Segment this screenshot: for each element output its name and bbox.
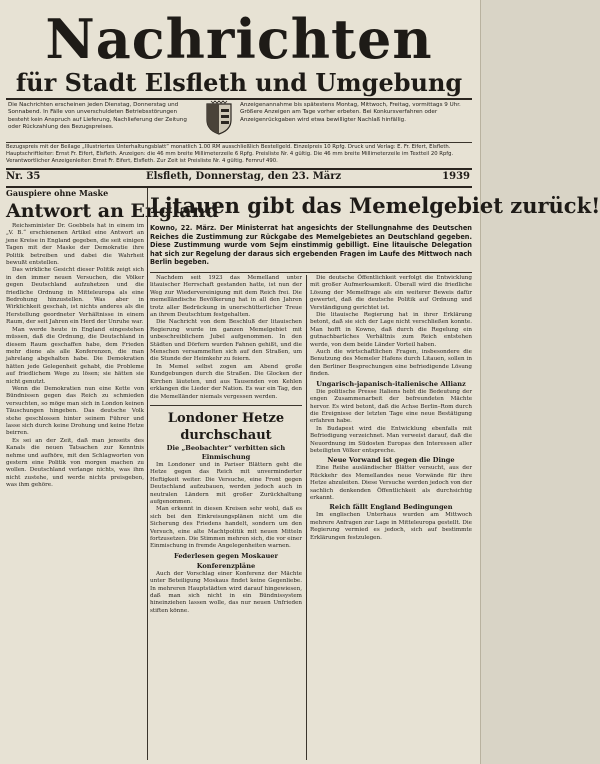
paragraph: Das wirkliche Gesicht dieser Politik zeigt sich in den immer neuen Versuchen, die Völker gegen Deutschland aufzuhetzen und die friedliche Ordnung in Mitteleuropa als eine Bedrohung hinzustellen. Was aber in Wirklichkeit geschah, ist nichts anderes als die Herstellung geordneter Verhältnisse in einem Raum, der seit Jahren ein Herd der Unruhe war. [6, 267, 144, 326]
paragraph: Wenn die Demokratien nun eine Kette von Bündnissen gegen das Reich zu schmieden versuchten, so möge man sich in London keinen Täuschungen hingeben. Das deutsche Volk stehe geschlossen hinter seinem Führer und lasse sich durch keine Drohung und keine Hetze beirren. [6, 385, 144, 437]
column-rule [147, 188, 148, 760]
paragraph: Die Nachricht von dem Beschluß der litauischen Regierung wurde im ganzen Memelgebiet mit unbeschreiblichem Jubel aufgenommen. In den Städten und Dörfern wurden Fahnen gehißt, und die Menschen versammelten sich auf den Straßen, um die Stunde der Heimkehr zu feiern. [150, 319, 302, 363]
issue-number: Nr. 35 [6, 171, 41, 182]
paragraph: Reichsminister Dr. Goebbels hat in einem im „V. B.“ erschienenen Artikel eine Antwort an jene Kreise in England gegeben, die seit einigen Tagen mit der Maske der Demokratie ihre Politik betreiben und dabei die Wahrheit bewußt entstellen. [6, 223, 144, 267]
center-column [150, 275, 302, 760]
paragraph: Die politische Presse Italiens hebt die Bedeutung der engen Zusammenarbeit der befreundeten Mächte hervor. Es wird betont, daß die Achse Berlin–Rom durch die Ereignisse der letzten Tage eine neue Bestätigung erfahren habe. [310, 388, 472, 425]
masthead [6, 7, 472, 102]
paragraph: Eine Reihe ausländischer Blätter versucht, aus der Rückkehr des Memellandes neue Vorwände für ihre Hetze abzuleiten. Diese Versuche werden jedoch von der sachlich denkenden Öffentlichkeit als durchsichtig erkannt. [310, 465, 472, 501]
left-kicker: Gauspiere ohne Maske [6, 188, 109, 198]
rule [150, 272, 472, 273]
london-subhead-2: Federlesen gegen Moskauer Konferenzpläne [174, 551, 278, 570]
info-advertising: Anzeigenannahme bis spätestens Montag, Mittwoch, Freitag, vormittags 9 Uhr. Größere Anzeigen am Tage vorher erbeten. Bei Konkursverfahren oder Anzeigenrückgaben wird etwa bewilligter Nachlaß hinfällig. [240, 102, 461, 123]
left-column [6, 188, 219, 760]
rule [6, 142, 472, 143]
paragraph: Im englischen Unterhaus wurden am Mittwoch mehrere Anfragen zur Lage in Mitteleuropa gestellt. Die Regierung vermied es jedoch, sich auf bestimmte Erklärungen festzulegen. [310, 512, 472, 541]
left-headline: Antwort an England [6, 200, 219, 222]
right-subhead: Ungarisch-japanisch-italienische Allianz [316, 379, 466, 388]
town-crest-icon [205, 100, 233, 136]
subscription-line: Bezugspreis mit der Beilage „Illustriertes Unterhaltungsblatt“ monatlich 1.00 RM ausschließlich Bestellgeld. Einzelpreis 10 Rpfg. Druck und Verlag: E. Fr. Eifert, Elsfleth. Hauptschriftleiter: Ernst Fr. Eifert, Elsfleth. Anzeigen: die 46 mm breite Millimeterzeile 6 Rpfg. Preisliste Nr. 4 gültig. Die 46 mm breite Millimeterzeile im Textteil 20 Rpfg. Verantwortlicher Anzeigenleiter: Ernst Fr. Eifert, Elsfleth. Zur Zeit ist Preisliste Nr. 4 gültig. Fernruf 490. [6, 144, 454, 164]
paragraph: Nachdem seit 1923 das Memelland unter litauischer Herrschaft gestanden hatte, ist nun der Weg zur Wiedervereinigung mit dem Reich frei. Die memelländische Bevölkerung hat in all den Jahren trotz aller Bedrückung in unerschütterlicher Treue an ihrem Deutschtum festgehalten. [150, 275, 302, 319]
issue-date: Elsfleth, Donnerstag, den 23. März [146, 171, 342, 182]
right-subhead-3: Neue Vorwand ist gegen die Dinge [327, 456, 455, 465]
lead-headline: Litauen gibt das Memelgebiet zurück! [150, 193, 600, 218]
paragraph: Die deutsche Öffentlichkeit verfolgt die Entwicklung mit großer Aufmerksamkeit. Überall wird die friedliche Lösung der Memelfrage als ein weiterer Beweis dafür gewertet, daß die deutsche Politik auf Ordnung und Verständigung gerichtet ist. [310, 275, 472, 311]
paragraph: In Budapest wird die Entwicklung ebenfalls mit Befriedigung verzeichnet. Man verweist darauf, daß die Neuordnung im Südosten Europas den Interessen aller beteiligten Völker entspreche. [310, 425, 472, 454]
masthead-title: Nachrichten [45, 7, 433, 71]
lead-standfirst: Kowno, 22. März. Der Ministerrat hat angesichts der Stellungnahme des Deutschen Reiches die Zustimmung zur Rückgabe des Memelgebietes an Deutschland gegeben. Diese Zustimmung wurde vom Sejm einstimmig gebilligt. Eine litauische Delegation hat sich zur Regelung der daraus sich ergebenden Fragen im Laufe des Mittwoch nach Berlin begeben. [150, 224, 472, 267]
paragraph: In Memel selbst zogen am Abend große Kundgebungen durch die Straßen. Die Glocken der Kirchen läuteten, und aus Tausenden von Kehlen erklangen die Lieder der Nation. Es war ein Tag, den die Memelländer niemals vergessen werden. [150, 363, 302, 400]
paragraph: Auch der Vorschlag einer Konferenz der Mächte unter Beteiligung Moskaus findet keine Gegenliebe. In mehreren Hauptstädten wird darauf hingewiesen, daß man sich nicht in ein Bündnissystem hineinziehen lassen wolle, das nur neuen Unfrieden stiften könne. [150, 570, 302, 614]
info-publication: Die Nachrichten erscheinen jeden Dienstag, Donnerstag und Sonnabend. In Fälle von unverschuldeten Betriebsstörungen besteht kein Anspruch auf Lieferung, Nachlieferung der Zeitung oder Rückzahlung des Bezugspreises. [8, 102, 187, 130]
column-rule [306, 275, 307, 760]
paragraph: Auch die wirtschaftlichen Fragen, insbesondere die Benutzung des Memeler Hafens durch Litauen, sollen in den Berliner Besprechungen eine befriedigende Lösung finden. [310, 349, 472, 378]
paragraph: Man werde heute in England eingestehen müssen, daß die Ordnung, die Deutschland in diesem Raum geschaffen habe, dem Frieden mehr diene als alle Konferenzen, die man jahrelang abgehalten habe. Die Demokratien hätten jede Gelegenheit gehabt, die Probleme auf friedlichem Wege zu lösen; sie hätten sie nicht genutzt. [6, 326, 144, 385]
masthead-rule [6, 98, 472, 100]
paragraph: Im Londoner und in Pariser Blättern geht die Hetze gegen das Reich mit unverminderter Heftigkeit weiter. Die Versuche, eine Front gegen Deutschland aufzubauen, werden jedoch auch in neutralen Ländern mit großer Zurückhaltung aufgenommen. [150, 461, 302, 505]
right-subhead-4: Reich fällt England Bedingungen [329, 503, 453, 512]
issue-year: 1939 [442, 171, 470, 182]
right-column [310, 275, 472, 760]
masthead-subtitle: für Stadt Elsfleth und Umgebung [15, 68, 463, 97]
paragraph: Die litauische Regierung hat in ihrer Erklärung betont, daß sie sich der Lage nicht verschließen konnte. Man hofft in Kowno, daß durch die Regelung ein gutnachbarliches Verhältnis zum Reich entstehen werde, von dem beide Länder Vorteil haben. [310, 312, 472, 348]
london-subhead: Die „Beobachter“ verbitten sich Einmischung [166, 443, 286, 461]
london-headline: Londoner Hetze durchschaut [167, 410, 285, 443]
paragraph: Es sei an der Zeit, daß man jenseits des Kanals die neuen Tatsachen zur Kenntnis nehme und aufhöre, mit den Schlagworten von gestern eine Politik von morgen machen zu wollen. Deutschland verlange nichts, was ihm nicht zustehe, und werde nichts preisgeben, was ihm gehöre. [6, 437, 144, 489]
paragraph: Man erkennt in diesen Kreisen sehr wohl, daß es sich bei den Einkreisungsplänen nicht um die Sicherung des Friedens handelt, sondern um den Versuch, eine alte Machtpolitik mit neuen Mitteln fortzusetzen. Die Stimmen mehren sich, die vor einer Einmischung in fremde Angelegenheiten warnen. [150, 506, 302, 550]
dateline [6, 170, 472, 184]
